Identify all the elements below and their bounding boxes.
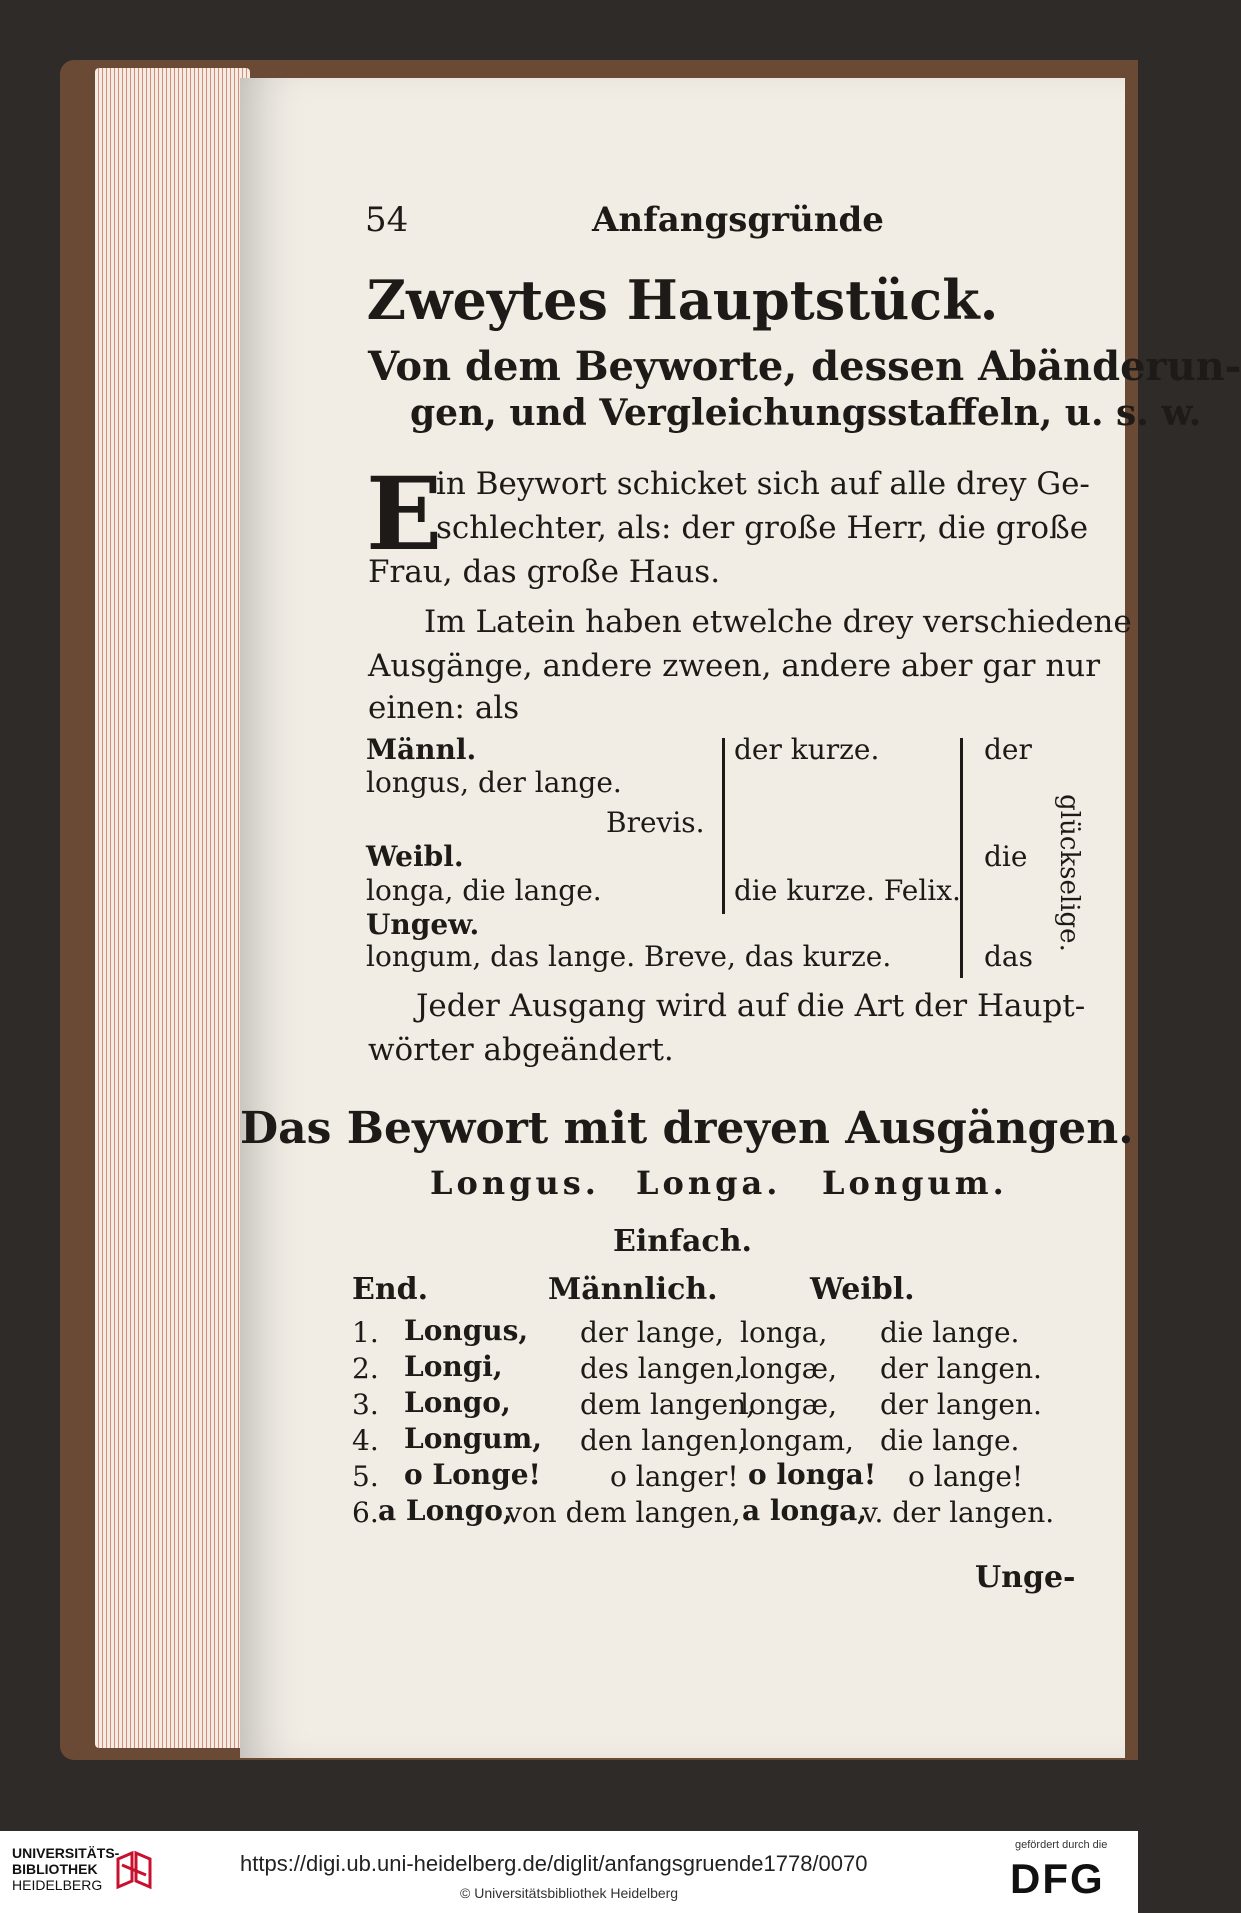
case-number: 1. [352, 1316, 379, 1349]
para2-line3: einen: als [368, 690, 520, 726]
german-fem: der langen. [880, 1352, 1042, 1385]
kurze-masc: der kurze. [734, 733, 880, 766]
library-line-1: UNIVERSITÄTS- [12, 1845, 120, 1861]
german-fem: der langen. [880, 1388, 1042, 1421]
latin-masc: o Longe! [404, 1458, 541, 1491]
latin-masc: Longus, [404, 1314, 529, 1347]
german-masc: der lange, [580, 1316, 724, 1349]
german-masc: dem langen, [580, 1388, 756, 1421]
right-brace [960, 738, 963, 978]
latin-form-masc: Longus. [430, 1164, 600, 1202]
latin-form-fem: Longa. [636, 1164, 782, 1202]
german-fem: die lange. [880, 1424, 1020, 1457]
case-number: 6. [352, 1496, 379, 1529]
neut-word: longum, das lange. Breve, das kurze. [366, 940, 892, 973]
copyright-notice: © Universitätsbibliothek Heidelberg [460, 1885, 679, 1901]
para3-line2: wörter abgeändert. [368, 1032, 674, 1068]
article-der: der [984, 733, 1032, 766]
kurze-fem: die kurze. Felix. [734, 874, 961, 907]
library-logo-icon [112, 1849, 156, 1893]
latin-fem: o longa! [748, 1458, 877, 1491]
page-number: 54 [365, 200, 409, 240]
dfg-logo: DFG [1010, 1855, 1105, 1902]
german-masc: den langen, [580, 1424, 747, 1457]
article-das: das [984, 940, 1033, 973]
catchword: Unge- [975, 1560, 1076, 1595]
column-end: End. [352, 1272, 429, 1307]
neut-label: Ungew. [366, 908, 480, 941]
german-fem: die lange. [880, 1316, 1020, 1349]
german-masc: o langer! [610, 1460, 739, 1493]
running-title: Anfangsgründe [592, 200, 884, 240]
page-edges [95, 68, 250, 1748]
latin-fem: a longa, [742, 1494, 868, 1527]
case-number: 5. [352, 1460, 379, 1493]
para1-line3: Frau, das große Haus. [368, 554, 721, 590]
chapter-title: Zweytes Hauptstück. [366, 268, 999, 332]
viewer-footer [0, 1831, 1138, 1913]
fem-label: Weibl. [366, 840, 464, 873]
latin-masc: Longum, [404, 1422, 543, 1455]
column-masc: Männlich. [548, 1272, 718, 1307]
subtitle-line-2: gen, und Vergleichungsstaffeln, u. s. w. [410, 392, 1202, 434]
library-line-3: HEIDELBERG [12, 1877, 103, 1893]
book-page [240, 78, 1241, 1758]
masc-label: Männl. [366, 733, 477, 766]
latin-fem: longæ, [740, 1352, 837, 1385]
para2-line1: Im Latein haben etwelche drey verschiedene [424, 604, 1132, 640]
latin-masc: Longi, [404, 1350, 503, 1383]
vertical-glueckselige: glückselige. [1053, 794, 1084, 952]
brevis-word: Brevis. [606, 806, 705, 839]
declension-heading: Das Beywort mit dreyen Ausgängen. [240, 1103, 1134, 1154]
para1-line1: in Beywort schicket sich auf alle drey Ge- [436, 466, 1090, 502]
latin-masc: a Longo, [378, 1494, 513, 1527]
para1-line2: schlechter, als: der große Herr, die große [436, 510, 1089, 546]
library-line-2: BIBLIOTHEK [12, 1861, 98, 1877]
funded-by-label: gefördert durch die [1015, 1839, 1108, 1851]
einfach-heading: Einfach. [613, 1224, 752, 1259]
page-url-link[interactable]: https://digi.ub.uni-heidelberg.de/diglit/anfangsgruende1778/0070 [240, 1851, 868, 1876]
library-name [12, 1845, 119, 1893]
case-number: 3. [352, 1388, 379, 1421]
latin-fem: longa, [740, 1316, 828, 1349]
column-fem: Weibl. [810, 1272, 915, 1307]
subtitle-line-1: Von dem Beyworte, dessen Abänderun- [368, 343, 1241, 390]
german-masc: des langen, [580, 1352, 743, 1385]
para2-line2: Ausgänge, andere zween, andere aber gar nur [368, 648, 1101, 684]
latin-form-neut: Longum. [822, 1164, 1008, 1202]
german-masc: von dem langen, [506, 1496, 741, 1529]
masc-word: longus, der lange. [366, 766, 622, 799]
case-number: 4. [352, 1424, 379, 1457]
article-die: die [984, 840, 1028, 873]
left-brace [722, 738, 725, 914]
para3-line1: Jeder Ausgang wird auf die Art der Haupt- [416, 988, 1086, 1024]
latin-masc: Longo, [404, 1386, 511, 1419]
fem-word: longa, die lange. [366, 874, 602, 907]
latin-fem: longam, [740, 1424, 854, 1457]
german-fem: o lange! [908, 1460, 1024, 1493]
german-fem: v. der langen. [862, 1496, 1055, 1529]
case-number: 2. [352, 1352, 379, 1385]
latin-fem: longæ, [740, 1388, 837, 1421]
drop-cap: E [366, 455, 443, 573]
